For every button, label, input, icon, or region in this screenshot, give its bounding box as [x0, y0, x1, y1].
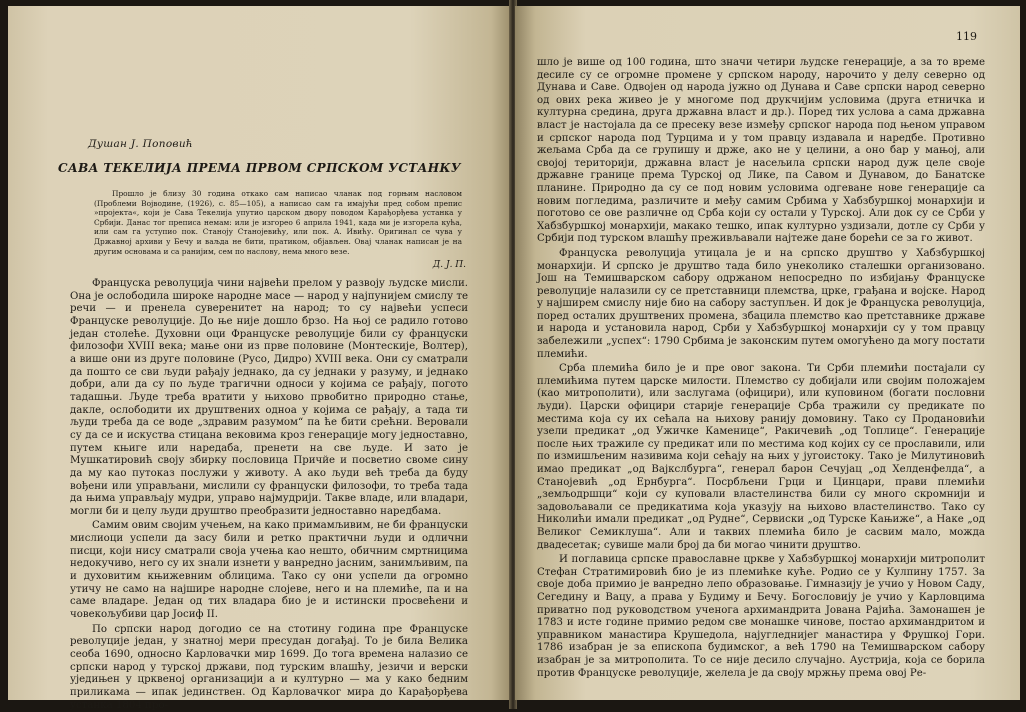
left-page-body	[70, 278, 468, 712]
paragraph: И поглавица српске православне цркве у Хабзбуршкој монархији митрополит Стефан Стратимировић био је из племићке куће. Родио се у Кулпину 1757. За своје доба примио је ванредно лепо образовање. Гимназију је учио у Новом Саду, Сегедину и Вацу, а права у Будиму и Бечу. Богословију је учио у Карловцима приватно под руководством ученога архимандрита Јована Рајића. Замонашен је 1783 и исте године примио редом све монашке чинове, постао архимандритом и управником манастира Крушедола, најугледнијег манастира у Фрушкој Гори. 1786 изабран је за епископа будимског, а већ 1790 на Темишварском сабору изабран је за митрополита. То се није десило случајно. Аустрија, која се борила против Француске револуције, желела је да своју мржњу према овој Ре-	[537, 554, 985, 679]
paragraph: Француска револуција утицала је и на српско друштво у Хабзбуршкој монархији. И српско је друштво тада било унеколико сталешки организовано. Још на Темишварском сабору одржаном непосредно по избијању Француске револуције налазили су се претставници племства, црке, грађана и војске. Народ у најширем смислу није био на сабору заступљен. И док је Француска револуција, поред осталих друштвених промена, збацила племство као претставнике државе и народа и установила народ, Срби у Хабзбуршкој монархији су у том правцу забележили „успех“: 1790 Србима је законским путем омогућено да могу постати племићи.	[537, 247, 985, 360]
paragraph: Француска револуција чини највећи прелом у развоју људске мисли. Она је ослободила широке народне масе — народ у најпунијем смислу те речи — и пренела суверенитет на народ; то су највећи успеси Француске револуције. До ње није дошло брзо. На њој се радило готово један столеће. Духовни оци Француске револуције били су француски филозофи XVIII века; мање они из прве половине (Монтескије, Волтер), а више они из друге половине (Русо, Дидро) XVIII века. Они су сматрали да пошто се сви људи рађају једнако, да су једнаки у разуму, и једнако добри, али да су по људе трагични односи у којима се рађају, погото тадашњи. Људе треба вратити у њихово првобитно природно стање, дакле, ослободити их друштвених одноа у којима се рађају, а тада ти људи треба да се воде „здравим разумом“ па ће бити срећни. Веровали су да се и искуства стицана вековима кроз генерације могу једноставно, путем књиге или наредаба, пренети на све људе. И зато је Мушкатировић своју збирку пословица Пpичйe и посветио своме сину да му као путоказ послужи у животу. А ако људи већ треба да буду вођени или управљани, мислили су француски филозофи, то треба тада да њима управљају мудри, управо најмудрији. Такве владе, или владари, могли би и целу људи друштво преобразити једноставно наредбама.	[70, 278, 468, 517]
paragraph: Срба племића било је и пре овог закона. Ти Срби племићи постајали су племићима путем царске милости. Племство су добијали или својим положајем (као митрополити), или заслугама (официри), или куповином (богати пословни људи). Царски официри старије генерације Срба тражили су предикате по местима која су их сећала на њихову ранију домовину. Тако су Продановићи узели предикат „од Ужичке Каменице“, Ракичевић „од Топлице“. Генерације после њих тражиле су предикат или по местима код којих су се прославили, или по измишљеним називима који сећају на њих у југоистоку. Тако је Милутиновић имао предикат „од Вајкслбурга“, генерал барон Сечујац „од Хелденфелда“, а Станојевић „од Ернбурга“. Посрбљени Грци и Цинцари, прави племићи „земљодршци“ који су куповали властелинства били су много скромнији и задовољавали се предикатима која указују на њихово властелинство. Тако су Николићи имали предикат „од Рудне“, Сервиски „од Турске Кањиже“, а Наке „од Великог Семиклуша“. Али и таквих племића било је сасвим мало, можда двадесетак; сувише мали број да би могао чинити друштво.	[537, 363, 985, 551]
left-page	[8, 6, 511, 711]
article-author: Душан Ј. Поповић	[88, 138, 193, 150]
page-number: 119	[956, 30, 977, 43]
right-page-body	[537, 57, 985, 680]
paragraph: Самим овим својим учењем, на како примамљивим, не би француски мислиоци успели да засу били и ретко практични људи и одлични писци, који нису сматрали своја учења као нешто, обичним смртницима недокучиво, него су их знали изнети у ванредно јасним, занимљивим, па и духовитим књижевним облицима. Тако су они успели да огромно утичу не само на најшире народне слојеве, него и на племиће, па и на саме владаре. Један од тих владара био је и истински просвећени и човекољубиви цар Јосиф II.	[70, 520, 468, 621]
paragraph: шло је више од 100 година, што значи четири људске генерације, а за то време десиле су се огромне промене у српском народу, нарочито у делу северно од Дунава и Саве. Одвојен од народа јужно од Дунава и Саве српски народ северно од ових река живео је у многоме под друкчијим условима (друга етничка и културна средина, друга државна власт и др.). Поред тих услова а сама државна власт је настојала да се пресеку везе између српског народа под њеном управом и српског народа под Турцима и у том правцу издавала и наредбе. Противно жељама Срба да се групишу и држе, ако не у целини, а оно бар у мањој, али својој територији, државна власт је насељила српски народ дуж целе своје државне границе према Турској од Лике, па Савом и Дунавом, до Банатске планине. Природно да су се под новим условима одгеване нове генерације са новим погледима, различите и међу самим Србима у Хабзбуршкој монархији и поготово се ове различне од Срба који су остали у Турској. Али док су се Срби у Хабзбуршкој монархији, макако тешко, ипак културно уздизали, дотле су Срби у Србији под турском влашћу преживљавали најтеже дане борећи се за го живот.	[537, 57, 985, 245]
article-title: САВА ТЕКЕЛИЈА ПРЕМА ПРВОМ СРПСКОМ УСТАНКУ	[58, 161, 461, 175]
paragraph: По српски народ догодио се на стотину година пре Француске револуције један, у знатној мери пресудан догађај. То је била Велика сеоба 1690, односно Карловачки мир 1699. До тога времена налазио се српски народ у турској држави, под турским влашћу, језичи и верски уједињен у црквеној организацији а и културно — ма у како бедним приликама — ипак јединствен. Од Карловачког мира до Карађорђева устанка 1804 про-	[70, 623, 468, 711]
right-page	[515, 6, 1020, 700]
author-initials: Д. Ј. П.	[432, 260, 466, 270]
author-note: Прошло је близу 30 година откако сам написао чланак под горњим насловом (Проблеми Војводине, (1926), с. 85—105), а написао сам га имајући пред собом препис »пројекта«, који је Сава Текелија упутио царском двору поводом Карађорђева устанка у Србији. Данас тог преписа немам: или је изгорео 6 априла 1941, када ми је изгорела кућа, или сам га уступио пок. Станоју Станојевићу, или пок. А. Ивићу. Оригинал се чува у Државној архиви у Бечу и ваљда не бити, пратиком, објављен. Овај чланак написан је на другим основама и са ранијим, сем по наслову, нема много везе.	[94, 189, 462, 256]
